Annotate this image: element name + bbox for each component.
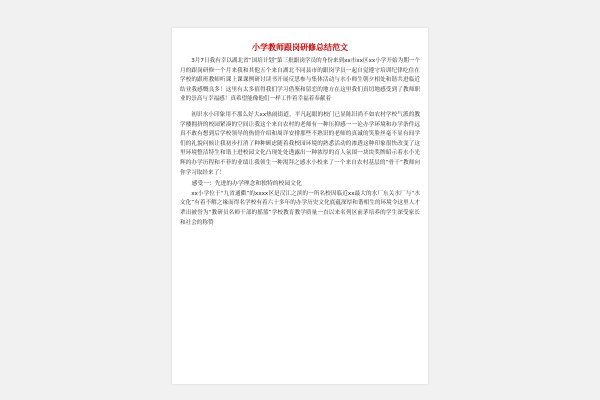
paragraph-school-intro: xx小学位于“九省通衢”的xxxx区是汉江之滨的一所名校因临近xx最大的水厂东关水厂与“水文化”有着不解之缘而得名学校有着六十多年的办学历史文化底蕴深厚和谐相生的环境令这里人才辈出被誉为“教研员名师干部的摇篮”学校教育教学质量一直以来名列区前茅培养的学生深受家长和社会的称赞 xyxy=(180,190,420,226)
document-body xyxy=(180,57,420,228)
paragraph-intro: 3月7日我有幸以湖北省“国培计划”第三批跟岗学员的身份来到xx市xx区xx小学开始为期一个月的跟岗研修一个月来我和其他五个来自湖北不同县市的跟岗学员一起自觉遵守培训纪律吃住在学校的跟班教师听课上课课例研讨读书开展反思参与集体活动与水小师生朝夕相处和谐共进临近结业我感慨良多！这里有太多值得我们学习借鉴和留恋的地方在这里我们真切地感受到了教师职业的崇高与幸福感！真希望能像他们一样工作着幸福着奉献着 xyxy=(180,58,420,103)
document-title: 小学教师跟岗研修总结范文 xyxy=(252,42,348,52)
paragraph-first-impression: 初识水小印象用不那么好大xx热闹街道，平凡起眼的校门已显陈旧尚不如农村学校气派的教学楼拥挤的校园紧凑的空间让我这个来自农村的老师有一种压抑感一一论办学环境和办学条件远真不敢有想到后学校领导的热情介绍和周详安排那些不熟识的老师的真诚的笑脸丝毫不显有间学们的礼貌问候让我初步打消了种种顾虑随着我校园环境的熟悉活动的渗透这种印象很快改变了这里环境整洁特生和谐上进校园文化凸现处处透露出一种浓厚的育人氛围一块块奖牌昭示着水小光辉的办学历程和不菲的业绩让我领生一种渴拜之感水小校来了一个来自农村基层的“骨干”教师向你学习取经来了！ xyxy=(180,111,420,176)
section-heading: 感受一：先进的办学理念和独特的校园文化 xyxy=(191,181,302,188)
document-page xyxy=(172,28,428,384)
